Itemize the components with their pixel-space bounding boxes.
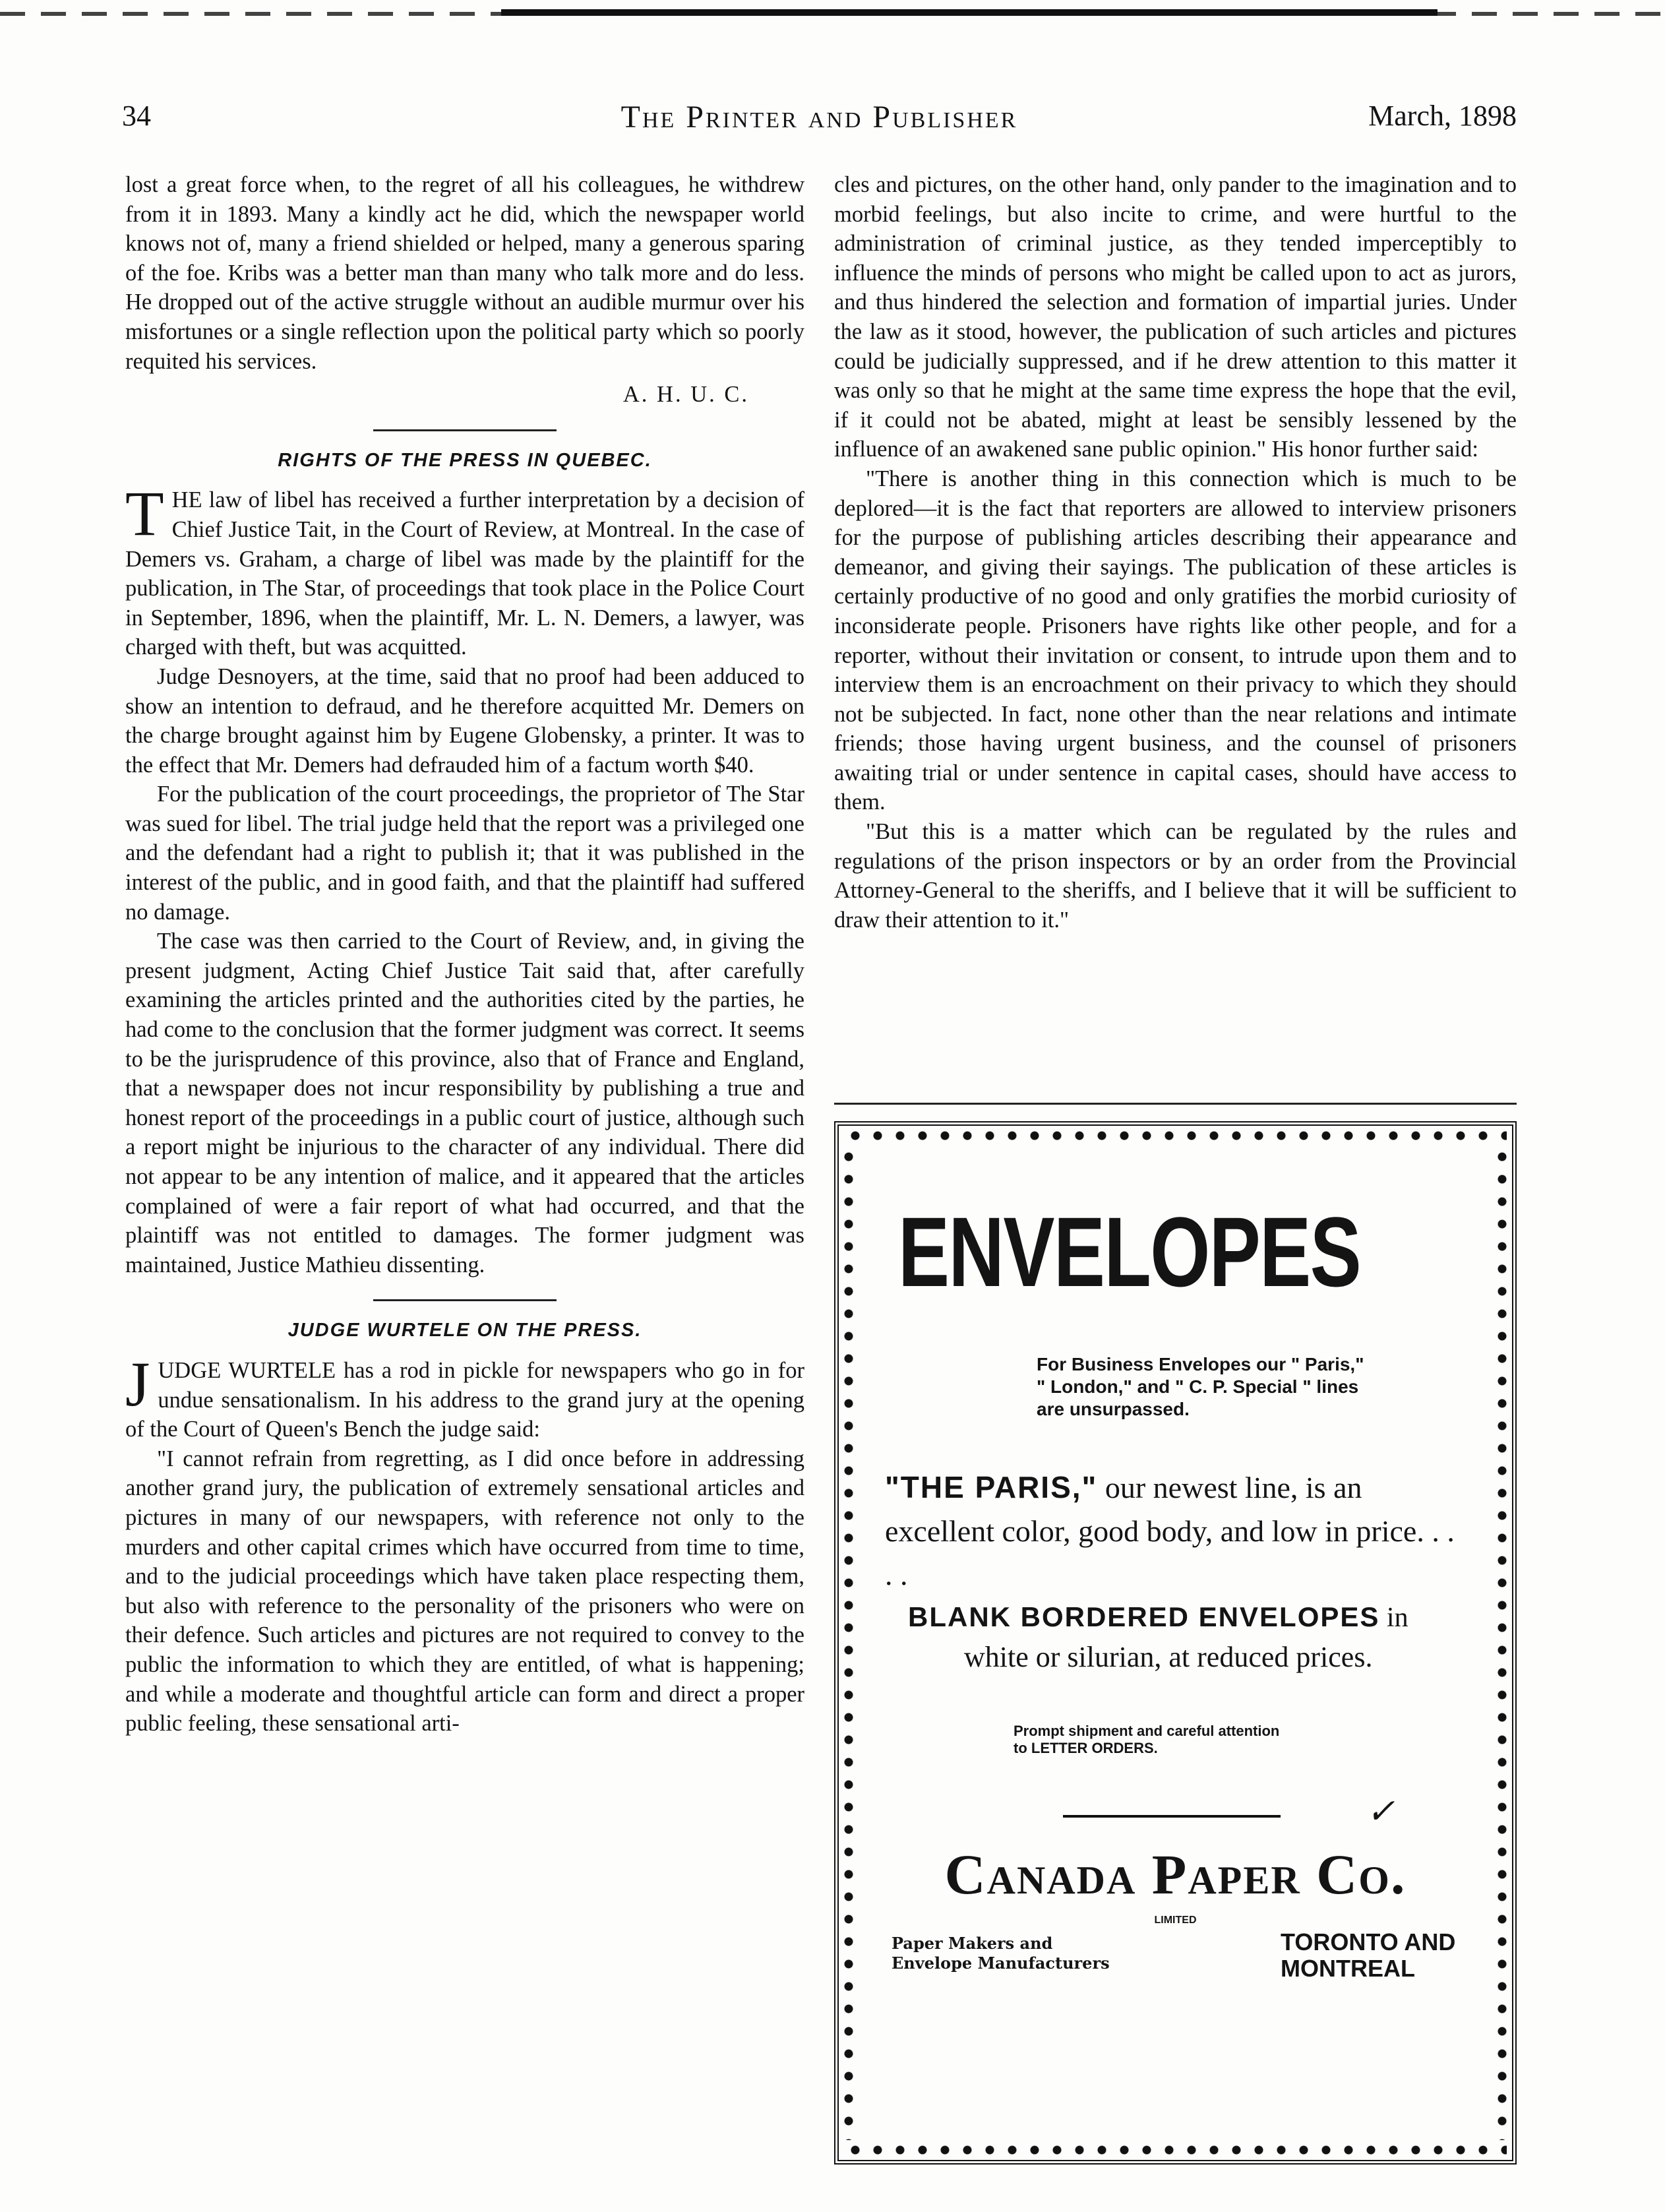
top-border-rule: [501, 9, 1438, 16]
article-paragraph: Judge Desnoyers, at the time, said that no proof had been adduced to show an intention to defraud, and he therefore acquitted Mr. Demers on the charge brought against him by Eugene Globensky, a printer. It was to the effect that Mr. Demers had defrauded him of a factum worth $40.: [125, 663, 804, 778]
article-paragraph: The case was then carried to the Court of Review, and, in giving the present judgment, Acting Chief Justice Tait said that, after carefully examining the articles printed and the authorities cited by the parties, he had come to the conclusion that the former judgment was correct. It seems to be the jurisprudence of this province, also that of France and England, that a newspaper does not incur responsibility by publishing a true and honest report of the proceedings in a public court of justice, although such a report might be injurious to the character of any individual. There did not appear to be any intention of malice, and it appeared that the articles complained of were a fair report of what had occurred, and that the plaintiff was not entitled to damages. The former judgment was maintained, Justice Mathieu dissenting.: [125, 929, 804, 1277]
page-header: [122, 99, 1517, 152]
article-paragraph: "There is another thing in this connection which is much to be deplored—it is the fact that reporters are allowed to interview prisoners for the purpose of publishing articles describing their appearance and demeanor, and giving their sayings. The publication of these articles is certainly productive of no good and only gratifies the morbid curiosity of inconsiderate people. Prisoners have rights like other people, and for a reporter, without their invitation or consent, to intrude upon them and to interview them is an encroachment on their privacy to which they should not be subjected. In fact, none other than the near relations and intimate friends; those having urgent business, and the counsel of prisoners awaiting trial or under sentence in capital cases, should have access to them.: [834, 466, 1517, 815]
issue-date: March, 1898: [1368, 100, 1517, 132]
ad-makers-line: Envelope Manufacturers: [892, 1953, 1110, 1973]
author-signature: A. H. U. C.: [622, 382, 749, 408]
ad-business-line: For Business Envelopes our " Paris,": [1037, 1354, 1364, 1374]
advertisement-rule: [834, 1103, 1517, 1105]
ad-business-line: " London," and " C. P. Special " lines: [1037, 1376, 1359, 1397]
article-paragraph: [125, 478, 804, 662]
ad-prompt-shipment: [1014, 1723, 1279, 1757]
ad-blank-bold: BLANK BORDERED ENVELOPES: [908, 1601, 1380, 1632]
ad-city-line: TORONTO AND: [1281, 1928, 1456, 1955]
ad-limited: LIMITED: [1154, 1915, 1197, 1926]
ad-blank-text: white or silurian, at reduced prices.: [964, 1641, 1373, 1673]
right-column: [834, 170, 1517, 935]
drop-cap: J: [125, 1348, 150, 1419]
ad-paris-line: [885, 1465, 1465, 1597]
paragraph-text: UDGE WURTELE has a rod in pickle for newspapers who go in for undue sensationalism. In his address to the grand jury at the opening of the Court of Queen's Bench the judge said:: [125, 1357, 804, 1442]
article-paragraph: For the publication of the court proceedings, the proprietor of The Star was sued for libel. The trial judge held that the report was a privileged one and the defendant had a right to publish it; that it was published in the interest of the public, and in good faith, and that the plaintiff had suffered no damage.: [125, 782, 804, 925]
envelopes-advertisement: [834, 1121, 1517, 2165]
ad-blank-bordered: [908, 1597, 1408, 1677]
ad-blank-in: in: [1379, 1603, 1408, 1633]
bead-border-left: [843, 1146, 855, 2140]
page-number: 34: [122, 100, 151, 132]
ad-paris-bold: "THE PARIS,": [885, 1470, 1098, 1504]
section-divider: [373, 429, 557, 431]
ad-headline: ENVELOPES: [898, 1196, 1361, 1307]
ad-prompt-line: to LETTER ORDERS.: [1014, 1740, 1158, 1756]
article-paragraph: [125, 1348, 804, 1444]
ad-prompt-line: Prompt shipment and careful attention: [1014, 1723, 1280, 1739]
bead-border-bottom: [844, 2144, 1507, 2156]
article-headline: RIGHTS OF THE PRESS IN QUEBEC.: [278, 449, 652, 471]
ad-divider: [1063, 1815, 1281, 1818]
bead-border-top: [844, 1130, 1507, 1142]
continued-paragraph: lost a great force when, to the regret of all his colleagues, he withdrew from it in 1893. Many a kindly act he did, which the newspaper world knows not of, many a friend shielded or helped, many a generous sparing of the foe. Kribs was a better man than many who talk more and do less. He dropped out of the active struggle without an audible murmur over his misfortunes or a single reflection upon the political party which so poorly requited his services.: [125, 172, 804, 374]
ad-company-name: Canada Paper Co.: [944, 1843, 1407, 1906]
left-column: [125, 170, 804, 1738]
article-headline: JUDGE WURTELE ON THE PRESS.: [288, 1320, 642, 1341]
article-paragraph: cles and pictures, on the other hand, only pander to the imagination and to morbid feelings, but also incite to crime, and were hurtful to the administration of criminal justice, as they tended imperceptibly to influence the minds of persons who might be called upon to act as jurors, and thus hindered the selection and formation of impartial juries. Under the law as it stood, however, the publication of such articles and pictures could be judicially suppressed, and if he drew attention to this matter it was only so that he might at the same time express the hope that the evil, if it could not be abated, might at least be sensibly lessened by the influence of an awakened sane public opinion." His honor further said:: [834, 172, 1517, 462]
ad-makers-line: Paper Makers and: [892, 1934, 1053, 1953]
section-divider: [373, 1299, 557, 1301]
check-mark-icon: ✓: [1366, 1793, 1395, 1831]
paragraph-text: HE law of libel has received a further interpretation by a decision of Chief Justice Tait, in the Court of Review, at Montreal. In the case of Demers vs. Graham, a charge of libel was made by the plaintiff for the publication, in The Star, of proceedings that took place in the Police Court in September, 1896, when the plaintiff, Mr. L. N. Demers, a lawyer, was charged with theft, but was acquitted.: [125, 487, 804, 660]
drop-cap: T: [125, 478, 164, 549]
bead-border-right: [1496, 1146, 1508, 2140]
ad-business-lines: [1037, 1353, 1364, 1421]
ad-city-line: MONTREAL: [1281, 1955, 1415, 1982]
article-paragraph: "I cannot refrain from regretting, as I did once before in addressing another grand jury, the publication of extremely sensational articles and pictures in many of our newspapers, with reference not only to the murders and other capital crimes which have occurred from time to time, and to the judicial proceedings which have taken place respecting them, but also with reference to the personality of the prisoners who were on their defence. Such articles and pictures are not required to convey to the public the information to which they are entitled, of what is happening; and while a moderate and thoughtful article can form and direct a proper public feeling, these sensational arti-: [125, 1446, 804, 1736]
ad-business-line: are unsurpassed.: [1037, 1399, 1190, 1419]
ad-cities: [1281, 1929, 1455, 1982]
article-paragraph: "But this is a matter which can be regulated by the rules and regulations of the prison inspectors or by an order from the Provincial Attorney-General to the sheriffs, and I believe that it will be sufficient to draw their attention to it.": [834, 819, 1517, 933]
ad-makers: [892, 1934, 1110, 1973]
ad-paris-text: our newest line, is an excellent color, good body, and low in price. . . . .: [885, 1471, 1455, 1591]
publication-title: The Printer and Publisher: [621, 100, 1018, 135]
